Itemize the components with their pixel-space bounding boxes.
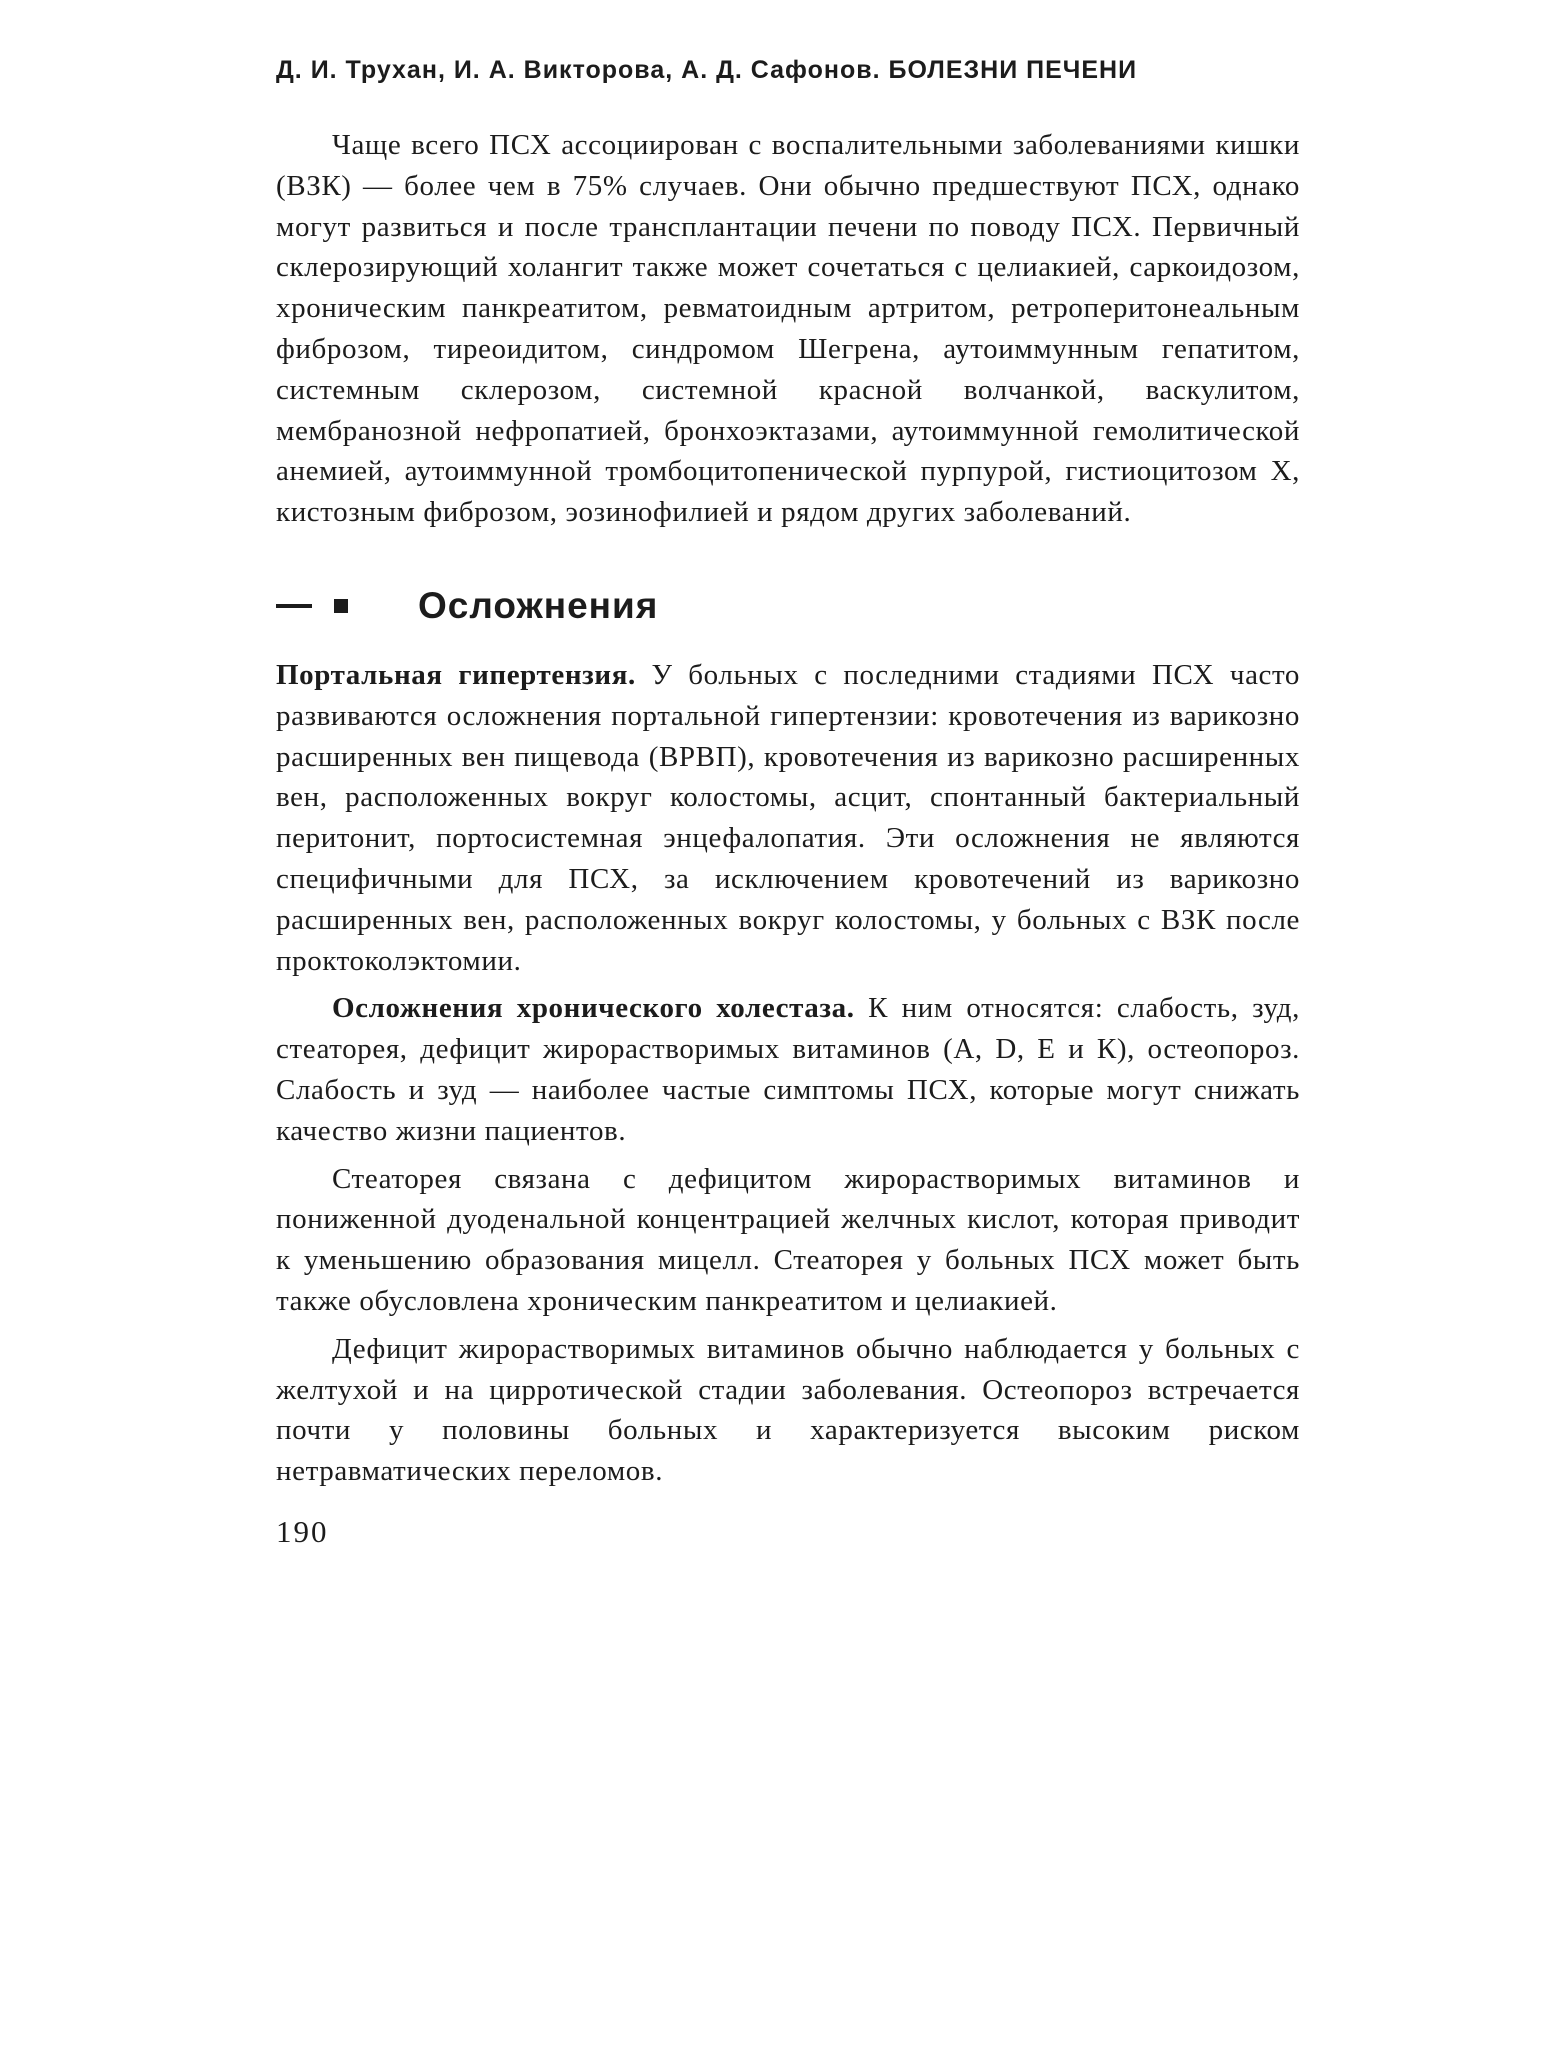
paragraph-associated-diseases: Чаще всего ПСХ ассоциирован с воспалительными заболеваниями кишки (ВЗК) — более чем в 75% случаев. Они обычно предшествуют ПСХ, однако могут развиться и после трансплантации печени по поводу ПСХ. Первичный склерозирующий холангит также может сочетаться с целиакией, саркоидозом, хроническим панкреатитом, ревматоидным артритом, ретроперитонеальным фиброзом, тиреоидитом, синдромом Шегрена, аутоиммунным гепатитом, системным склерозом, системной красной волчанкой, васкулитом, мембранозной нефропатией, бронхоэктазами, аутоиммунной гемолитической анемией, аутоиммунной тромбоцитопенической пурпурой, гистиоцитозом X, кистозным фиброзом, эозинофилией и рядом других заболеваний.	[276, 129, 1300, 529]
paragraph-body-portal-hypertension: У больных с последними стадиями ПСХ часто развиваются осложнения портальной гипертензии: кровотечения из варикозно расширенных вен пищевода (ВРВП), кровотечения из варикозно расширенных вен, расположенных вокруг колостомы, асцит, спонтанный бактериальный перитонит, портосистемная энцефалопатия. Эти осложнения не являются специфичными для ПСХ, за исключением кровотечений из варикозно расширенных вен, расположенных вокруг колостомы, у больных с ВЗК после проктоколэктомии.	[276, 658, 1300, 977]
section-heading	[276, 581, 1300, 631]
paragraph-vitamin-deficiency: Дефицит жирорастворимых витаминов обычно наблюдается у больных с желтухой и на цирротической стадии заболевания. Остеопороз встречается почти у половины больных и характеризуется высоким риском нетравматических переломов.	[276, 1332, 1300, 1488]
running-header: Д. И. Трухан, И. А. Викторова, А. Д. Сафонов. БОЛЕЗНИ ПЕЧЕНИ	[276, 56, 1138, 84]
paragraph-lead-cholestasis: Осложнения хронического холестаза.	[332, 992, 855, 1025]
section-title: Осложнения	[418, 584, 659, 626]
paragraph-cholestasis	[276, 988, 1300, 1151]
paragraph-portal-hypertension	[276, 655, 1300, 981]
heading-square-ornament	[334, 599, 348, 613]
paragraph-lead-portal-hypertension: Портальная гипертензия.	[276, 658, 636, 691]
page-number: 190	[276, 1513, 329, 1549]
paragraph-body-cholestasis: К ним относятся: слабость, зуд, стеаторея, дефицит жирорастворимых витаминов (А, D, Е и К), остеопороз. Слабость и зуд — наиболее частые симптомы ПСХ, которые могут снижать качество жизни пациентов.	[276, 992, 1300, 1147]
book-page	[276, 56, 1300, 1550]
heading-dash-ornament	[276, 604, 312, 608]
paragraph-steatorrhea: Стеаторея связана с дефицитом жирорастворимых витаминов и пониженной дуоденальной концентрацией желчных кислот, которая приводит к уменьшению образования мицелл. Стеаторея у больных ПСХ может быть также обусловлена хроническим панкреатитом и целиакией.	[276, 1162, 1300, 1317]
